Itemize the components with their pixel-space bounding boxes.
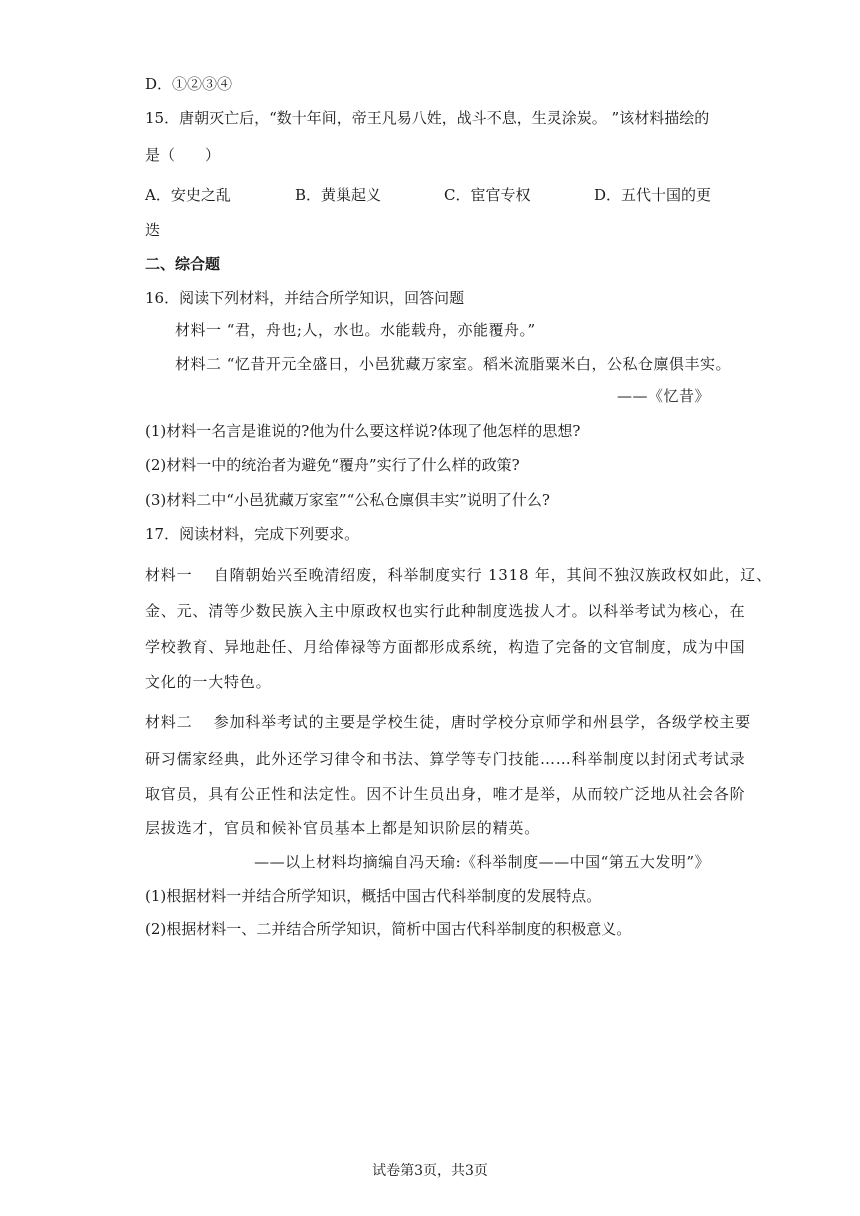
q17-m2-line1: 材料二 参加科举考试的主要是学校生徒，唐时学校分京师学和州县学，各级学校主要 — [145, 713, 751, 731]
q17-m1-line1: 材料一 自隋朝始兴至晚清绍废，科举制度实行 1318 年，其间不独汉族政权如此，辽、 — [145, 566, 772, 584]
q15-option-a: A．安史之乱 — [145, 186, 231, 204]
q15-option-d-cont: 迭 — [145, 221, 161, 239]
q17-stem: 17．阅读材料，完成下列要求。 — [145, 525, 360, 543]
q15-option-d: D．五代十国的更 — [594, 186, 712, 204]
q17-m2-line2: 研习儒家经典，此外还学习律令和书法、算学等专门技能……科举制度以封闭式考试录 — [145, 750, 746, 768]
q15-option-b: B．黄巢起义 — [295, 186, 382, 204]
q17-sub1: (1)根据材料一并结合所学知识，概括中国古代科举制度的发展特点。 — [145, 887, 602, 905]
q16-sub2: (2)材料一中的统治者为避免“覆舟”实行了什么样的政策? — [145, 456, 520, 474]
section-title: 二、综合题 — [145, 255, 221, 273]
page-footer: 试卷第3页，共3页 — [372, 1163, 488, 1179]
q14-option-d: D．①②③④ — [145, 75, 233, 93]
q16-material2: 材料二 “忆昔开元全盛日，小邑犹藏万家室。稻米流脂粟米白，公私仓廪俱丰实。 — [175, 355, 731, 373]
q16-sub3: (3)材料二中“小邑犹藏万家室”“公私仓廪俱丰实”说明了什么? — [145, 491, 550, 509]
q17-sub2: (2)根据材料一、二并结合所学知识，简析中国古代科举制度的积极意义。 — [145, 920, 632, 938]
q17-m2-line4: 层拔选才，官员和候补官员基本上都是知识阶层的精英。 — [145, 819, 541, 837]
q17-m1-line4: 文化的一大特色。 — [145, 673, 272, 691]
q17-m1-line2: 金、元、清等少数民族入主中原政权也实行此种制度选拔人才。以科举考试为核心，在 — [145, 602, 746, 620]
q16-stem: 16．阅读下列材料，并结合所学知识，回答问题 — [145, 289, 465, 307]
q15-stem-line2: 是（ ） — [145, 146, 221, 164]
q16-source: ——《忆昔》 — [616, 387, 710, 405]
q15-option-c: C．宦官专权 — [444, 186, 531, 204]
q15-stem-line1: 15．唐朝灭亡后，“数十年间，帝王凡易八姓，战斗不息，生灵涂炭。 ”该材料描绘的 — [145, 109, 710, 127]
q16-sub1: (1)材料一名言是谁说的?他为什么要这样说?体现了他怎样的思想? — [145, 422, 581, 440]
q17-m1-line3: 学校教育、异地赴任、月给俸禄等方面都形成系统，构造了完备的文官制度，成为中国 — [145, 638, 746, 656]
q17-source: ——以上材料均摘编自冯天瑜:《科举制度——中国“第五大发明”》 — [254, 853, 710, 871]
q16-material1: 材料一 “君，舟也;人，水也。水能载舟，亦能覆舟。” — [175, 321, 536, 339]
q17-m2-line3: 取官员，具有公正性和法定性。因不计生员出身，唯才是举，从而较广泛地从社会各阶 — [145, 785, 746, 803]
